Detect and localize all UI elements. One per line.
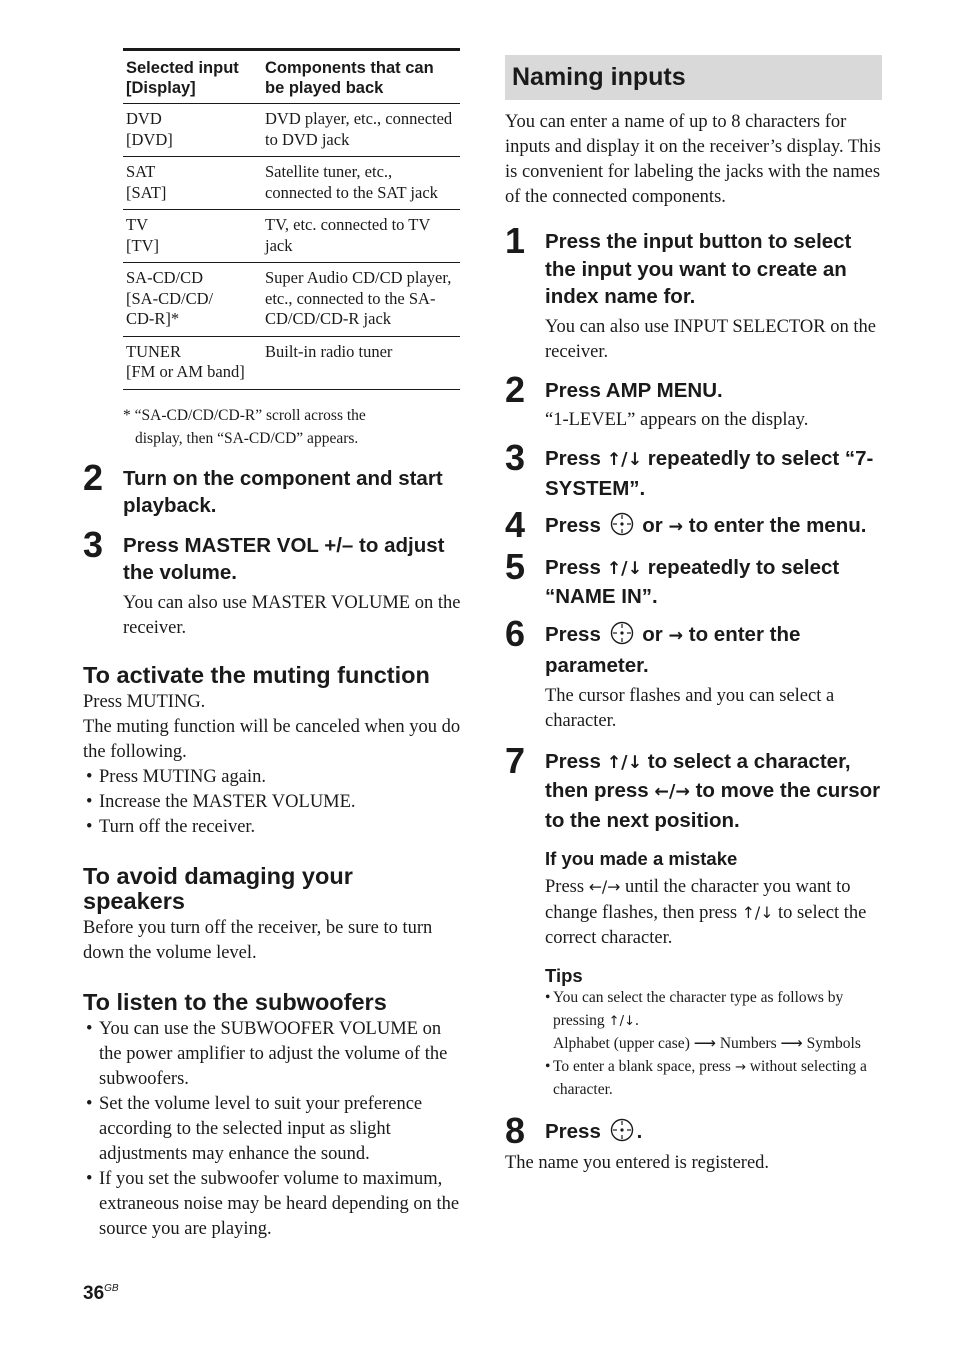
step-heading — [545, 512, 883, 544]
input-table — [123, 48, 460, 390]
right-arrow-icon: → — [668, 625, 684, 646]
step-text: to select a character, then press — [545, 749, 851, 802]
step-heading: Press MASTER VOL +/– to adjust the volume. — [123, 533, 445, 584]
up-down-arrows-icon: ↑/↓ — [741, 903, 774, 922]
step-heading — [545, 748, 883, 835]
right-arrow-icon: → — [668, 517, 684, 537]
enter-button-icon — [610, 512, 634, 544]
step-heading: Turn on the component and start playback. — [123, 466, 443, 517]
step-number: 6 — [505, 612, 526, 654]
table-cell-input: TV [TV] — [123, 210, 262, 263]
table-cell-input: DVD [DVD] — [123, 104, 262, 157]
step-heading: Press the input button to select the input you want to create an index name for. — [545, 230, 852, 308]
right-step-7 — [505, 739, 883, 1102]
step-body: You can also use MASTER VOLUME on the receiver. — [123, 592, 461, 638]
step-text: or — [636, 514, 669, 537]
step-text: Press — [545, 447, 607, 470]
section-title: To listen to the subwoofers — [83, 988, 387, 1015]
mistake-text — [545, 874, 883, 951]
tip-text: You can select the character type as follows by pressing — [553, 989, 844, 1029]
note-text: until the character you want to change flashes, then press — [545, 877, 851, 923]
step-heading — [545, 554, 883, 611]
footnote-line-1: * “SA-CD/CD/CD-R” scroll across the — [123, 406, 366, 424]
table-header-row — [123, 50, 460, 104]
table-row — [123, 210, 460, 263]
page-region-suffix: GB — [104, 1283, 119, 1294]
step-body: The cursor flashes and you can select a character. — [545, 685, 835, 731]
list-item: • Turn off the receiver. — [83, 815, 461, 840]
step-number: 2 — [505, 368, 526, 410]
table-cell-components: DVD player, etc., connected to DVD jack — [262, 104, 460, 157]
tips-list — [545, 987, 883, 1102]
step-number: 7 — [505, 739, 526, 781]
left-right-arrows-icon: ←/→ — [588, 877, 621, 896]
right-step-1 — [505, 220, 883, 365]
right-step-2 — [505, 368, 883, 434]
list-item: • Set the volume level to suit your preference according to the selected input as slight adjustments may enhance the sound. — [83, 1092, 461, 1167]
table-cell-input: SA-CD/CD [SA-CD/CD/ CD-R]* — [123, 263, 262, 337]
table-header-components: Components that can be played back — [262, 50, 460, 104]
intro-text: You can enter a name of up to 8 characters for inputs and display it on the receiver’s display. This is convenient for labeling the jacks with the names of the connected components. — [505, 112, 881, 207]
step-heading — [545, 1118, 883, 1150]
left-step-2 — [83, 456, 461, 520]
step-text: Press — [545, 749, 607, 773]
step-number: 8 — [505, 1109, 526, 1151]
table-cell-components: Super Audio CD/CD player, etc., connected to the SA-CD/CD/CD-R jack — [262, 263, 460, 337]
right-step-4 — [505, 504, 883, 545]
list-item: • If you set the subwoofer volume to maximum, extraneous noise may be heard depending on the source you are playing. — [83, 1167, 461, 1242]
table-row — [123, 104, 460, 157]
table-cell-components: TV, etc. connected to TV jack — [262, 210, 460, 263]
muting-section — [83, 663, 461, 840]
step-text: . — [636, 1119, 643, 1143]
enter-button-icon — [610, 621, 634, 653]
step-text: or — [636, 622, 669, 646]
subwoofer-list — [83, 1017, 461, 1242]
page-number-value: 36 — [83, 1283, 105, 1304]
step-number: 4 — [505, 504, 526, 545]
step-text: Press — [545, 1119, 607, 1143]
muting-line-1: Press MUTING. — [83, 691, 206, 712]
step-heading — [545, 621, 883, 680]
right-step-6 — [505, 612, 883, 734]
footnote-line-2: display, then “SA-CD/CD” appears. — [135, 429, 359, 447]
step-body: “1-LEVEL” appears on the display. — [545, 410, 809, 430]
step-heading — [545, 445, 883, 502]
right-step-3 — [505, 437, 883, 502]
table-footnote — [123, 404, 461, 450]
table-header-input: Selected input [Display] — [123, 50, 262, 104]
section-title: To avoid damaging your speakers — [83, 862, 353, 914]
table-cell-components: Built-in radio tuner — [262, 336, 460, 389]
table-cell-input: SAT [SAT] — [123, 157, 262, 210]
tip-text: To enter a blank space, press — [553, 1057, 735, 1075]
note-text: to select the correct character. — [545, 903, 867, 948]
right-step-5 — [505, 545, 883, 611]
list-item: • Increase the MASTER VOLUME. — [83, 790, 461, 815]
mistake-title: If you made a mistake — [545, 848, 738, 869]
table-row — [123, 263, 460, 337]
left-column — [83, 48, 461, 1242]
final-text: The name you entered is registered. — [505, 1153, 770, 1173]
left-step-3 — [83, 523, 461, 641]
list-item — [545, 987, 883, 1056]
right-column — [505, 55, 883, 1176]
section-banner: Naming inputs — [505, 55, 882, 100]
tips-note — [545, 965, 883, 1102]
mistake-note — [545, 848, 883, 951]
tip-text: . — [635, 1011, 639, 1029]
up-down-arrows-icon: ↑/↓ — [608, 1013, 636, 1029]
step-text: Press — [545, 622, 607, 646]
avoid-damage-section — [83, 864, 461, 966]
tips-title: Tips — [545, 965, 583, 986]
step-text: to move the cursor to the next position. — [545, 779, 881, 832]
step-number: 3 — [505, 437, 526, 478]
note-text: Press — [545, 877, 589, 897]
tip-text: Alphabet (upper case) ⟶ Numbers ⟶ Symbols — [553, 1035, 861, 1052]
step-number: 3 — [83, 523, 104, 565]
step-text: Press — [545, 514, 607, 537]
avoid-damage-text: Before you turn off the receiver, be sure to turn down the volume level. — [83, 917, 433, 963]
list-item: • You can use the SUBWOOFER VOLUME on the power amplifier to adjust the volume of the subwoofers. — [83, 1017, 461, 1092]
muting-line-2: The muting function will be canceled when you do the following. — [83, 716, 461, 762]
step-number: 2 — [83, 456, 104, 498]
table-cell-components: Satellite tuner, etc., connected to the SAT jack — [262, 157, 460, 210]
up-down-arrows-icon: ↑/↓ — [606, 558, 643, 579]
section-title: To activate the muting function — [83, 661, 430, 688]
right-arrow-icon: → — [734, 1059, 746, 1075]
step-text: repeatedly to select “7-SYSTEM”. — [545, 447, 874, 500]
muting-list — [83, 765, 461, 840]
list-item — [545, 1056, 883, 1102]
tip-text: without selecting a character. — [553, 1057, 867, 1098]
step-number: 1 — [505, 220, 526, 261]
step-text: to enter the menu. — [683, 514, 867, 537]
table-cell-input: TUNER [FM or AM band] — [123, 336, 262, 389]
step-text: Press — [545, 555, 607, 579]
page-number — [83, 1283, 119, 1305]
step-number: 5 — [505, 545, 526, 587]
table-row — [123, 157, 460, 210]
step-body: You can also use INPUT SELECTOR on the receiver. — [545, 316, 876, 362]
subwoofer-section — [83, 990, 461, 1242]
step-heading: Press AMP MENU. — [545, 378, 723, 402]
up-down-arrows-icon: ↑/↓ — [606, 752, 643, 773]
step-text: repeatedly to select “NAME IN”. — [545, 555, 840, 608]
step-text: to enter the parameter. — [545, 622, 801, 677]
left-right-arrows-icon: ←/→ — [654, 782, 690, 802]
table-row — [123, 336, 460, 389]
list-item: • Press MUTING again. — [83, 765, 461, 790]
enter-button-icon — [610, 1118, 634, 1150]
up-down-arrows-icon: ↑/↓ — [606, 450, 643, 470]
right-step-8 — [505, 1109, 883, 1151]
